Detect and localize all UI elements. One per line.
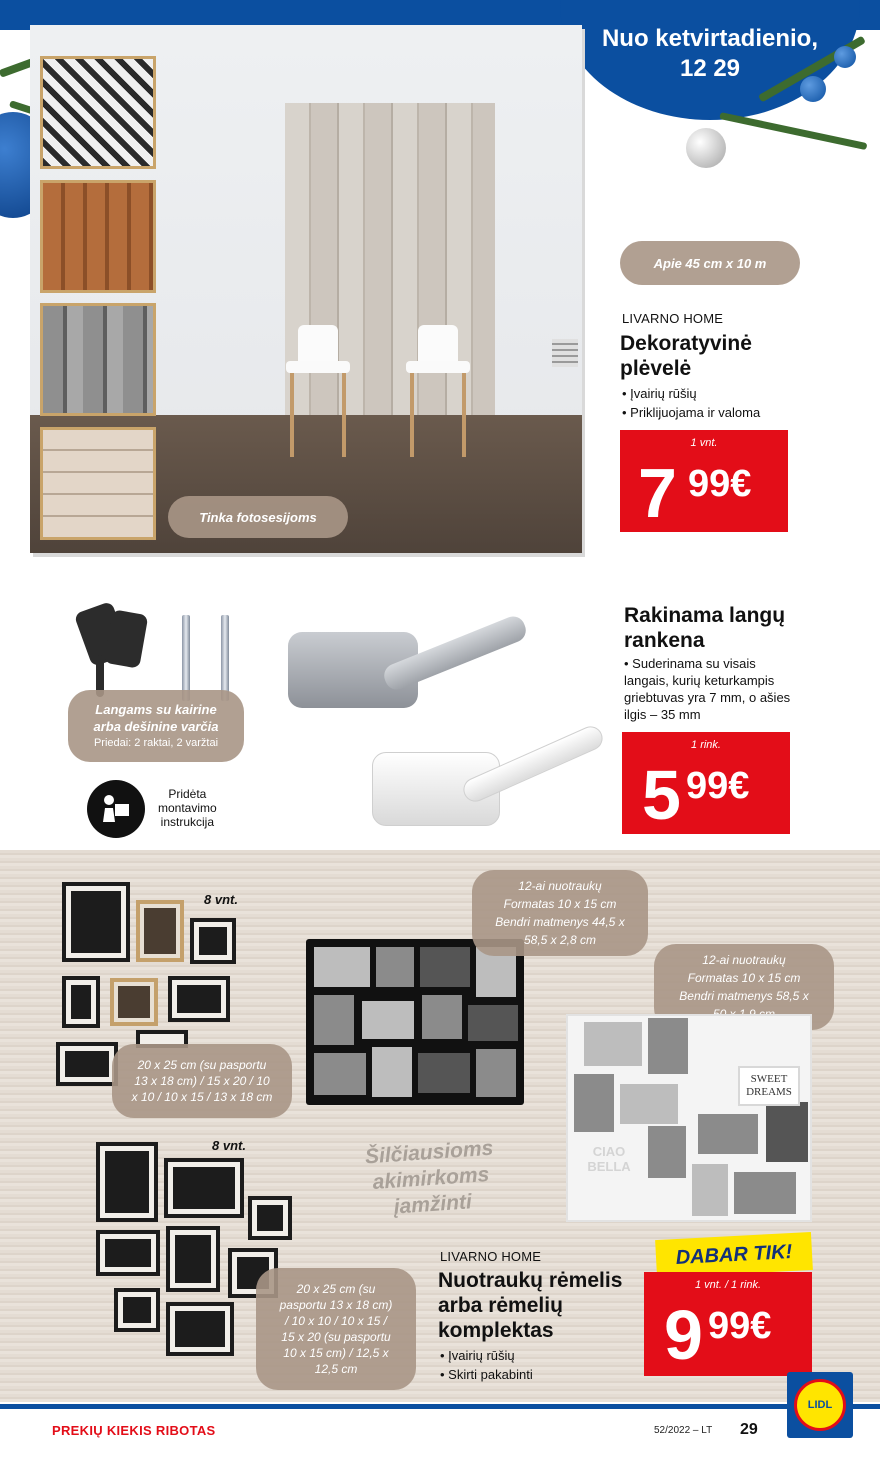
sweet-line-2: DREAMS — [746, 1086, 792, 1098]
set-b-size-line-2: pasportu 13 x 18 cm) — [279, 1298, 393, 1312]
handle-title-line-2: rankena — [624, 629, 705, 652]
set-a-sizes — [112, 1044, 292, 1118]
frames-title-line-3: komplektas — [438, 1319, 554, 1342]
frames-title — [438, 1268, 622, 1343]
frame — [96, 1230, 160, 1276]
ciao-line-1: CIAO — [592, 1144, 626, 1159]
limited-quantity-note: PREKIŲ KIEKIS RIBOTAS — [52, 1423, 216, 1438]
screw-icon — [221, 615, 229, 701]
swatch-light-wood — [40, 427, 156, 540]
swatch-brick — [40, 180, 156, 293]
wallpaper-title-line-1: Dekoratyvinė — [620, 332, 752, 355]
handle-price-unit: 1 rink. — [691, 739, 721, 751]
frames-brand: LIVARNO HOME — [440, 1249, 542, 1264]
fit-pill-line-2: arba dešinine varčia — [93, 718, 219, 734]
wallpaper-bullet-1: • Įvairių rūšių — [622, 386, 697, 401]
set-b-size-line-6: 12,5 cm — [314, 1362, 358, 1376]
slogan-line-2: akimirkoms — [371, 1162, 490, 1195]
ciao-line-2: BELLA — [587, 1159, 631, 1174]
set-b-size-line-5: 10 x 15 cm) / 12,5 x — [283, 1346, 389, 1360]
wallpaper-price — [620, 430, 788, 532]
slogan — [343, 1134, 518, 1224]
handle-title-line-1: Rakinama langų — [624, 604, 786, 627]
photo-pill: Tinka fotosesijoms — [168, 496, 348, 538]
set-b-size-line-1: 20 x 25 cm (su — [296, 1282, 376, 1296]
frames-bullet-2: • Skirti pakabinti — [440, 1367, 533, 1382]
frame — [62, 882, 130, 962]
set-b-size-line-3: / 10 x 10 / 10 x 15 / — [284, 1314, 388, 1328]
white-info-line-1: 12-ai nuotraukų — [702, 953, 786, 967]
handle-title — [624, 603, 785, 653]
frames-title-line-2: arba rėmelių — [438, 1294, 563, 1317]
wallpaper-price-unit: 1 vnt. — [690, 437, 718, 449]
set-b-size-line-4: 15 x 20 (su pasportu — [281, 1330, 391, 1344]
black-info-line-1: 12-ai nuotraukų — [518, 879, 602, 893]
manual-note — [158, 787, 217, 829]
frame — [248, 1196, 292, 1240]
date-line-1: Nuo ketvirtadienio, — [601, 25, 819, 52]
black-info-line-3: Bendri matmenys 44,5 x — [495, 915, 625, 929]
manual-line-3: instrukcija — [160, 815, 215, 829]
frame — [56, 1042, 118, 1086]
handle-bullet-line-2: langais, kurių keturkampis — [624, 673, 775, 688]
manual-icon — [87, 780, 145, 838]
handle-bullet-line-4: ilgis – 35 mm — [624, 707, 701, 722]
black-info-line-2: Formatas 10 x 15 cm — [503, 897, 617, 911]
frame — [110, 978, 158, 1026]
ornament-icon — [834, 46, 856, 68]
footer-line — [0, 1404, 880, 1409]
issue-number: 52/2022 – LT — [654, 1425, 713, 1436]
page-number: 29 — [740, 1421, 758, 1438]
wallpaper-bullets — [622, 384, 760, 422]
wallpaper-title — [620, 331, 752, 381]
frame — [190, 918, 236, 964]
handle-bullets — [624, 655, 790, 723]
frame — [168, 976, 230, 1022]
set-a-size-line-3: x 10 / 10 x 15 / 13 x 18 cm — [131, 1090, 273, 1104]
collage-frame-white — [566, 1014, 812, 1222]
pine-branch-icon — [719, 112, 867, 150]
collage-frame-black — [306, 939, 524, 1105]
frame — [166, 1226, 220, 1292]
swatch-pattern — [40, 56, 156, 169]
frame — [136, 900, 184, 962]
frames-bullet-1: • Įvairių rūšių — [440, 1348, 515, 1363]
sweet-line-1: SWEET — [750, 1073, 788, 1085]
handle-price — [622, 732, 790, 834]
frames-price — [644, 1272, 812, 1376]
chair-icon — [406, 325, 470, 457]
set-a-size-line-1: 20 x 25 cm (su pasportu — [137, 1058, 267, 1072]
frames-price-cents: 99€ — [708, 1305, 772, 1347]
date-badge — [560, 0, 860, 120]
fit-pill — [68, 690, 244, 762]
white-info-line-3: Bendri matmenys 58,5 x — [679, 989, 809, 1003]
chair-icon — [286, 325, 350, 457]
manual-line-1: Pridėta — [168, 787, 207, 801]
white-info-line-2: Formatas 10 x 15 cm — [687, 971, 801, 985]
slogan-line-3: įamžinti — [392, 1190, 473, 1219]
wallpaper-title-line-2: plėvelė — [620, 357, 692, 380]
frames-price-main: 9 — [664, 1296, 703, 1374]
frames-bullets — [440, 1346, 533, 1384]
set-b-sizes — [256, 1268, 416, 1390]
black-collage-info — [472, 870, 648, 956]
frame — [164, 1158, 244, 1218]
size-pill: Apie 45 cm x 10 m — [620, 241, 800, 285]
now-only-badge: DABAR TIK! — [655, 1232, 813, 1278]
fit-pill-line-3: Priedai: 2 raktai, 2 varžtai — [93, 736, 219, 749]
set-a-size-line-2: 13 x 18 cm) / 15 x 20 / 10 — [134, 1074, 270, 1088]
fit-pill-line-1: Langams su kairine — [95, 701, 217, 717]
slogan-line-1: Šilčiausioms — [364, 1136, 494, 1169]
ciao-bella-text — [576, 1140, 642, 1180]
handle-bullet-line-1: • Suderinama su visais — [624, 656, 756, 671]
manual-line-2: montavimo — [158, 801, 217, 815]
frame — [114, 1288, 160, 1332]
ornament-icon — [800, 76, 826, 102]
screw-icon — [182, 615, 190, 701]
wallpaper-price-cents: 99€ — [688, 463, 752, 505]
books-stack — [552, 339, 578, 367]
frame — [166, 1302, 234, 1356]
set-b-count: 8 vnt. — [212, 1138, 246, 1153]
lidl-logo-text: LIDL — [794, 1379, 846, 1431]
frame — [62, 976, 100, 1028]
black-info-line-4: 58,5 x 2,8 cm — [523, 933, 597, 947]
wallpaper-price-main: 7 — [638, 454, 677, 532]
frames-price-unit: 1 vnt. / 1 rink. — [694, 1279, 762, 1291]
wallpaper-bullet-2: • Priklijuojama ir valoma — [622, 405, 761, 420]
wallpaper-brand: LIVARNO HOME — [622, 311, 724, 326]
sweet-dreams-text — [738, 1066, 800, 1106]
handle-price-main: 5 — [642, 756, 681, 834]
key-icon — [104, 609, 149, 668]
handle-bullet-line-3: griebtuvas yra 7 mm, o ašies — [624, 690, 791, 705]
handle-price-cents: 99€ — [686, 765, 750, 807]
frame — [96, 1142, 158, 1222]
swatch-stone — [40, 303, 156, 416]
lidl-logo — [787, 1372, 853, 1438]
frames-title-line-1: Nuotraukų rėmelis — [438, 1269, 623, 1292]
ornament-icon — [686, 128, 726, 168]
set-a-count: 8 vnt. — [204, 892, 238, 907]
date-line-2: 12 29 — [679, 55, 741, 82]
